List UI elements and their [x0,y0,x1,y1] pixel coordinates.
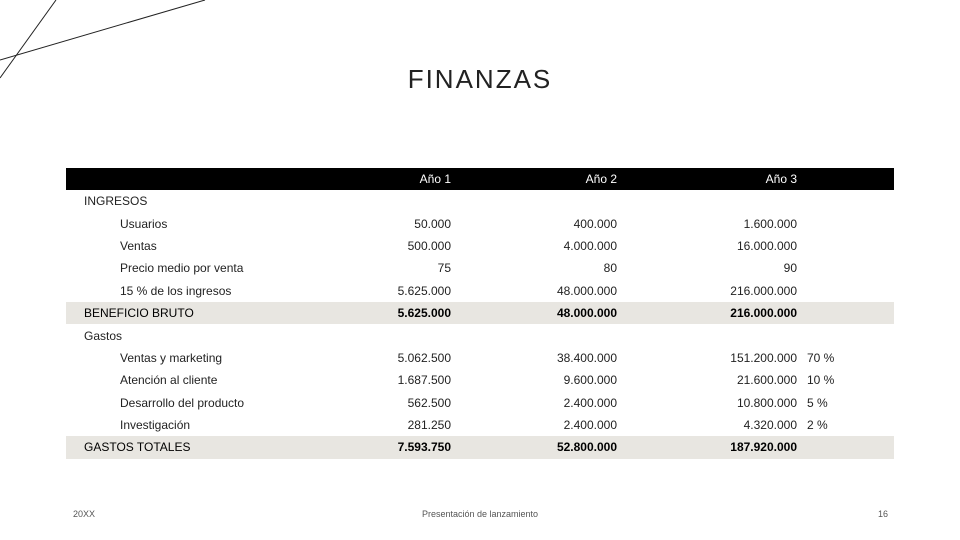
cell-year-2: 9.600.000 [563,373,617,388]
footer-presentation-title: Presentación de lanzamiento [421,509,539,519]
table-row [66,347,894,369]
cell-year-3: 1.600.000 [743,216,797,231]
row-label: GASTOS TOTALES [84,440,191,455]
cell-year-2: 52.800.000 [556,440,617,455]
cell-year-1: 281.250 [407,418,451,433]
cell-pct: 5 % [807,395,828,410]
table-row [66,392,894,414]
finance-table [66,168,894,459]
row-label: 15 % de los ingresos [120,283,232,298]
footer-date: 20XX [73,509,96,519]
cell-year-2: 38.400.000 [556,350,617,365]
header-year-2: Año 2 [585,172,617,186]
cell-year-1: 562.500 [407,395,451,410]
table-row [66,414,894,436]
cell-pct [797,280,894,302]
header-blank [66,168,373,190]
cell-pct [797,302,894,324]
cell-year-3: 16.000.000 [736,238,797,253]
section-label: Gastos [84,328,123,343]
cell-year-1: 1.687.500 [397,373,451,388]
row-label: BENEFICIO BRUTO [84,306,194,321]
header-year-3: Año 3 [765,172,797,186]
cell-year-3: 90 [783,261,797,276]
cell-year-2: 2.400.000 [563,395,617,410]
cell-year-1: 7.593.750 [397,440,451,455]
cell-year-1: 5.625.000 [397,283,451,298]
cell-pct [797,436,894,458]
row-label: Precio medio por venta [120,261,244,276]
cell-pct: 10 % [807,373,835,388]
cell-year-3: 10.800.000 [736,395,797,410]
cell-pct: 2 % [807,418,828,433]
header-year-1: Año 1 [419,172,451,186]
cell-pct: 70 % [807,350,835,365]
row-label: Usuarios [120,216,168,231]
cell-year-2: 4.000.000 [563,238,617,253]
cell-pct [797,257,894,279]
table-row [66,280,894,302]
cell-year-1: 50.000 [414,216,451,231]
section-row-gastos [66,324,894,346]
table-row [66,369,894,391]
section-label: INGRESOS [84,194,148,209]
total-row-beneficio-bruto [66,302,894,324]
table-row [66,212,894,234]
slide-title: FINANZAS [407,64,553,94]
row-label: Ventas [120,238,157,253]
row-label: Atención al cliente [120,373,218,388]
table-header-row [66,168,894,190]
cell-year-3: 216.000.000 [730,306,797,321]
table-row [66,257,894,279]
cell-year-1: 75 [437,261,451,276]
section-row-ingresos [66,190,894,212]
cell-year-3: 216.000.000 [730,283,797,298]
header-pct [797,168,894,190]
cell-pct [797,235,894,257]
cell-year-2: 2.400.000 [563,418,617,433]
cell-year-2: 80 [603,261,617,276]
page-number: 16 [877,509,888,519]
cell-year-3: 21.600.000 [736,373,797,388]
row-label: Investigación [120,418,191,433]
cell-year-3: 151.200.000 [730,350,797,365]
cell-year-3: 187.920.000 [730,440,797,455]
cell-year-1: 5.625.000 [397,306,451,321]
cell-year-2: 48.000.000 [556,306,617,321]
cell-year-2: 400.000 [573,216,617,231]
table-row [66,235,894,257]
cell-year-1: 5.062.500 [397,350,451,365]
row-label: Desarrollo del producto [120,395,245,410]
cell-year-3: 4.320.000 [743,418,797,433]
cell-year-2: 48.000.000 [556,283,617,298]
cell-pct [797,212,894,234]
row-label: Ventas y marketing [120,350,223,365]
total-row-gastos-totales [66,436,894,458]
cell-year-1: 500.000 [407,238,451,253]
